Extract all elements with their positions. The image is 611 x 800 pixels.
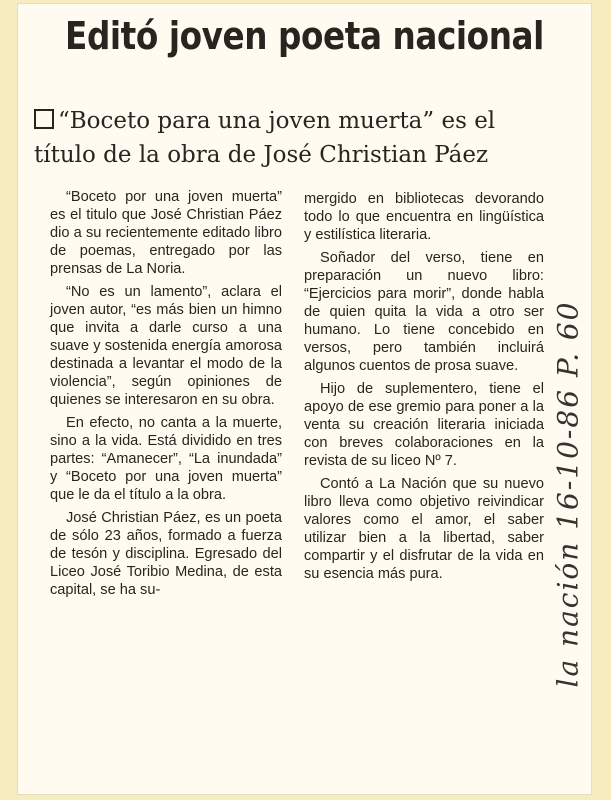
paragraph: “Boceto por una joven muerta” es el titulo que José Christian Páez dio a su recientemente editado libro de poemas, entregado por las prensas de La Noria. [50,189,282,277]
handwritten-source-note: la nación 16-10-86 P. 60 [551,300,585,688]
article-column-left [50,188,282,604]
paragraph: En efecto, no canta a la muerte, sino a la vida. Está dividido en tres partes: “Amanecer”, “La inundada” y “Boceto por una joven muerta” que le da el título a la obra. [50,415,282,503]
article-column-right [304,190,544,588]
handwritten-annotation [548,214,588,774]
paragraph: Contó a La Nación que su nuevo libro lleva como objetivo reivindicar valores como el amor, el saber utilizar bien a la libertad, saber compartir y el disfrutar de la vida en su esencia más pura. [304,476,544,582]
paragraph: José Christian Páez, es un poeta de sólo 23 años, formado a fuerza de tesón y disciplina. Egresado del Liceo José Toribio Medina, de esta capital, se ha su- [50,510,282,598]
subtitle-line-2: título de la obra de José Christian Páez [34,142,489,168]
subtitle [34,104,574,172]
paragraph: “No es un lamento”, aclara el joven autor, “es más bien un himno que invita a darle curso a una suave y sostenida energía amorosa destinada a levantar el modo de la violencia”, según opiniones de quienes se interesaron en su obra. [50,284,282,408]
paragraph: Soñador del verso, tiene en preparación un nuevo libro: “Ejercicios para morir”, donde habla de quien quita la vida a otro ser humano. Lo tiene concebido en versos, pero también incluirá algunos cuentos de prosa suave. [304,250,544,374]
headline: Editó joven poeta nacional [65,14,544,58]
paragraph: Hijo de suplementero, tiene el apoyo de ese gremio para poner a la venta su creación literaria iniciada con breves colaboraciones en la revista de su liceo Nº 7. [304,381,544,469]
paragraph: mergido en bibliotecas devorando todo lo que encuentra en lingüística y estilística literaria. [304,191,544,243]
checkbox-bullet-icon [34,109,54,129]
subtitle-line-1: “Boceto para una joven muerta” es el [58,108,496,134]
